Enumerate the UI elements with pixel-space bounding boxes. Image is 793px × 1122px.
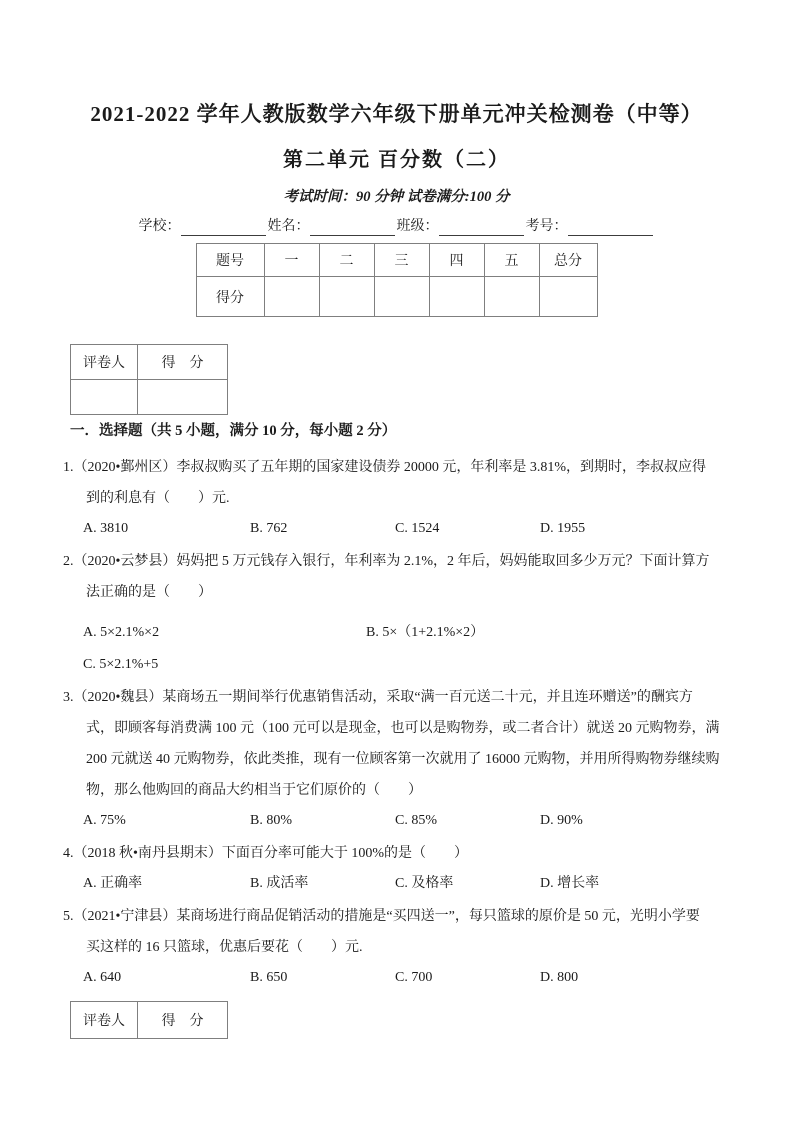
student-info-line	[0, 218, 793, 236]
question-1	[63, 452, 737, 544]
question-3-options	[83, 806, 737, 836]
option-a: A. 75%	[83, 813, 126, 828]
option-c: C. 700	[395, 970, 433, 985]
exam-no-label: 考号：	[525, 219, 568, 234]
option-d: D. 90%	[540, 813, 583, 828]
page-title: 2021-2022 学年人教版数学六年级下册单元冲关检测卷（中等）	[90, 102, 703, 126]
score-label: 得 分	[138, 345, 228, 380]
score-header-one: 一	[264, 244, 319, 277]
question-4	[63, 838, 737, 899]
question-text-line: 法正确的是（ ）	[86, 585, 212, 600]
score-cell	[319, 277, 374, 317]
option-b: B. 762	[250, 521, 288, 536]
option-d: D. 1955	[540, 521, 586, 536]
question-2	[63, 546, 737, 680]
option-a: A. 640	[83, 970, 122, 985]
score-label: 得 分	[138, 1002, 228, 1039]
score-row-label: 得分	[196, 277, 264, 317]
question-text-line: 5.（2021•宁津县）某商场进行商品促销活动的措施是“买四送一”，每只篮球的原价是 50 元，光明小学要	[63, 909, 700, 924]
score-header-qnum: 题号	[196, 244, 264, 277]
class-blank	[439, 221, 524, 236]
grader-box-header-row	[71, 1002, 228, 1039]
question-2-options-row2	[83, 650, 737, 680]
score-header-two: 二	[319, 244, 374, 277]
option-c: C. 1524	[395, 521, 440, 536]
option-b: B. 成活率	[250, 876, 309, 891]
page-subtitle: 第二单元 百分数（二）	[283, 149, 510, 171]
option-a: A. 5×2.1%×2	[83, 625, 160, 640]
score-header-total: 总分	[539, 244, 597, 277]
option-d: D. 增长率	[540, 876, 600, 891]
question-text-line: 买这样的 16 只篮球，优惠后要花（ ）元.	[86, 940, 363, 955]
option-c: C. 5×2.1%+5	[83, 657, 159, 672]
score-cell	[264, 277, 319, 317]
question-4-options	[83, 869, 737, 899]
option-a: A. 正确率	[83, 876, 143, 891]
option-c: C. 及格率	[395, 876, 454, 891]
school-label: 学校：	[138, 219, 181, 234]
option-d: D. 800	[540, 970, 579, 985]
question-text-line: 3.（2020•魏县）某商场五一期间举行优惠销售活动，采取“满一百元送二十元，并且连环赠送”的酬宾方	[63, 690, 693, 705]
question-text-line: 物，那么他购回的商品大约相当于它们原价的（ ）	[86, 783, 422, 798]
option-a: A. 3810	[83, 521, 129, 536]
question-5-options	[83, 963, 737, 993]
class-label: 班级：	[396, 219, 439, 234]
question-2-options-row1	[83, 618, 737, 648]
name-blank	[310, 221, 395, 236]
score-cell	[539, 277, 597, 317]
score-cell	[484, 277, 539, 317]
grader-box-top	[70, 344, 228, 415]
score-cell	[429, 277, 484, 317]
question-list	[63, 452, 737, 993]
score-table-value-row	[196, 277, 597, 317]
exam-no-blank	[568, 221, 653, 236]
score-header-three: 三	[374, 244, 429, 277]
reviewer-cell	[71, 380, 138, 415]
score-summary-table	[196, 243, 598, 317]
score-table-header-row	[196, 244, 597, 277]
exam-info-line: 考试时间：90 分钟 试卷满分:100 分	[283, 189, 510, 205]
question-text-line: 200 元就送 40 元购物券，依此类推，现有一位顾客第一次就用了 16000 元购物，并用所得购物券继续购	[86, 752, 720, 767]
question-5	[63, 901, 737, 993]
grader-box-empty-row	[71, 380, 228, 415]
question-text-line: 到的利息有（ ）元.	[86, 491, 230, 506]
reviewer-label: 评卷人	[71, 345, 138, 380]
option-b: B. 5×（1+2.1%×2）	[366, 625, 485, 640]
name-label: 姓名：	[267, 219, 310, 234]
school-blank	[181, 221, 266, 236]
section-one-heading: 一．选择题（共 5 小题，满分 10 分，每小题 2 分）	[70, 423, 397, 439]
option-b: B. 650	[250, 970, 288, 985]
score-cell	[374, 277, 429, 317]
question-text-line: 式，即顾客每消费满 100 元（100 元可以是现金，也可以是购物券，或二者合计）就送 20 元购物券，满	[86, 721, 720, 736]
grader-box-header-row	[71, 345, 228, 380]
question-text-line: 4.（2018 秋•南丹县期末）下面百分率可能大于 100%的是（ ）	[63, 846, 469, 861]
score-cell	[138, 380, 228, 415]
question-1-options	[83, 514, 737, 544]
score-header-five: 五	[484, 244, 539, 277]
question-3	[63, 682, 737, 836]
question-text-line: 1.（2020•鄞州区）李叔叔购买了五年期的国家建设债券 20000 元，年利率是 3.81%，到期时，李叔叔应得	[63, 460, 707, 475]
question-text-line: 2.（2020•云梦县）妈妈把 5 万元钱存入银行，年利率为 2.1%，2 年后，妈妈能取回多少万元？下面计算方	[63, 554, 710, 569]
option-c: C. 85%	[395, 813, 437, 828]
grader-box-bottom	[70, 1001, 228, 1039]
score-header-four: 四	[429, 244, 484, 277]
option-b: B. 80%	[250, 813, 292, 828]
reviewer-label: 评卷人	[71, 1002, 138, 1039]
